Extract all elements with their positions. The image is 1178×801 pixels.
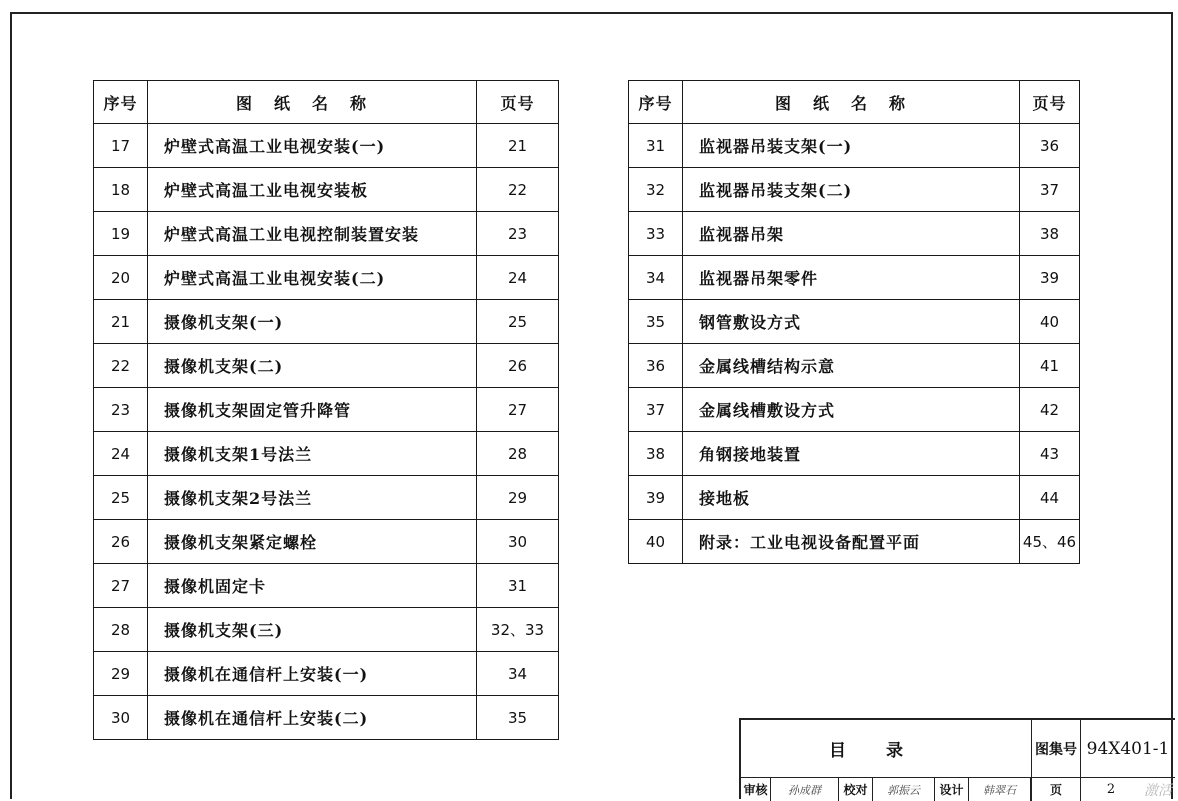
table-row [94,124,559,168]
row-number: 26 [94,520,148,564]
row-number: 27 [94,564,148,608]
row-number: 30 [94,696,148,740]
drawing-name: 炉壁式高温工业电视安装(一) [148,124,477,168]
page-number: 34 [477,652,559,696]
drawing-name: 摄像机固定卡 [148,564,477,608]
row-number: 22 [94,344,148,388]
page-number: 43 [1020,432,1080,476]
drawing-name: 摄像机支架紧定螺栓 [148,520,477,564]
table-header-row [629,81,1080,124]
drawing-name: 监视器吊架零件 [683,256,1020,300]
review-label: 审核 [741,778,771,801]
row-number: 25 [94,476,148,520]
page-number: 30 [477,520,559,564]
row-number: 24 [94,432,148,476]
row-number: 28 [94,608,148,652]
row-number: 23 [94,388,148,432]
row-number: 29 [94,652,148,696]
table-row [94,696,559,740]
title-block-top [741,720,1175,778]
table-row [94,256,559,300]
page-number: 24 [477,256,559,300]
table-row [94,476,559,520]
row-number: 37 [629,388,683,432]
review-signature: 孙成群 [771,778,839,801]
row-number: 39 [629,476,683,520]
table-row [629,520,1080,564]
title-block [739,718,1175,799]
drawing-name: 摄像机支架(一) [148,300,477,344]
drawing-name: 摄像机支架(三) [148,608,477,652]
table-header-row [94,81,559,124]
page-number: 22 [477,168,559,212]
row-number: 33 [629,212,683,256]
table-row [94,652,559,696]
page-number: 40 [1020,300,1080,344]
header-name: 图纸名称 [683,81,1020,124]
drawing-name: 监视器吊装支架(二) [683,168,1020,212]
table-row [94,344,559,388]
table-row [94,212,559,256]
table-row [94,432,559,476]
page-number: 45、46 [1020,520,1080,564]
index-table-right [628,80,1080,564]
row-number: 38 [629,432,683,476]
table-row [629,212,1080,256]
page-number: 23 [477,212,559,256]
row-number: 17 [94,124,148,168]
row-number: 31 [629,124,683,168]
table-row [629,476,1080,520]
drawing-name: 金属线槽敷设方式 [683,388,1020,432]
drawing-title: 目录 [829,741,943,761]
drawing-name: 钢管敷设方式 [683,300,1020,344]
atlas-label: 图集号 [1031,720,1081,777]
row-number: 40 [629,520,683,564]
page-number: 26 [477,344,559,388]
page-number: 31 [477,564,559,608]
drawing-name: 摄像机支架2号法兰 [148,476,477,520]
page-number: 25 [477,300,559,344]
row-number: 18 [94,168,148,212]
drawing-name: 摄像机在通信杆上安装(一) [148,652,477,696]
table-row [94,300,559,344]
row-number: 34 [629,256,683,300]
page-number: 29 [477,476,559,520]
page-number: 32、33 [477,608,559,652]
table-row [94,520,559,564]
table-row [629,388,1080,432]
drawing-name: 炉壁式高温工业电视安装板 [148,168,477,212]
header-page: 页号 [1020,81,1080,124]
drawing-name: 炉壁式高温工业电视安装(二) [148,256,477,300]
table-row [94,564,559,608]
table-row [629,256,1080,300]
drawing-name: 监视器吊架 [683,212,1020,256]
page-number: 35 [477,696,559,740]
page-number: 37 [1020,168,1080,212]
drawing-name: 接地板 [683,476,1020,520]
page-number: 36 [1020,124,1080,168]
design-label: 设计 [935,778,969,801]
row-number: 36 [629,344,683,388]
row-number: 19 [94,212,148,256]
drawing-name: 监视器吊装支架(一) [683,124,1020,168]
header-no: 序号 [94,81,148,124]
table-row [629,168,1080,212]
page-number: 44 [1020,476,1080,520]
drawing-name: 角钢接地装置 [683,432,1020,476]
table-row [94,608,559,652]
table-row [629,300,1080,344]
table-row [94,168,559,212]
table-row [629,124,1080,168]
drawing-name: 摄像机在通信杆上安装(二) [148,696,477,740]
page-number: 41 [1020,344,1080,388]
index-table-left [93,80,559,740]
design-signature: 韩翠石 [969,778,1031,801]
table-row [94,388,559,432]
page-number: 21 [477,124,559,168]
drawing-name: 附录：工业电视设备配置平面 [683,520,1020,564]
drawing-name: 摄像机支架固定管升降管 [148,388,477,432]
header-no: 序号 [629,81,683,124]
row-number: 20 [94,256,148,300]
page-number: 28 [477,432,559,476]
drawing-name: 金属线槽结构示意 [683,344,1020,388]
watermark-text: 激活 [1144,782,1172,799]
page-label: 页 [1031,778,1081,801]
page-number: 42 [1020,388,1080,432]
drawing-name: 摄像机支架(二) [148,344,477,388]
page-number: 38 [1020,212,1080,256]
page-number: 2 [1106,782,1116,797]
header-page: 页号 [477,81,559,124]
row-number: 35 [629,300,683,344]
page-number: 39 [1020,256,1080,300]
table-row [629,432,1080,476]
drawing-name: 摄像机支架1号法兰 [148,432,477,476]
page-number: 27 [477,388,559,432]
row-number: 21 [94,300,148,344]
drawing-name: 炉壁式高温工业电视控制装置安装 [148,212,477,256]
row-number: 32 [629,168,683,212]
check-label: 校对 [839,778,873,801]
header-name: 图纸名称 [148,81,477,124]
atlas-number: 94X401-1 [1086,738,1170,759]
check-signature: 郭振云 [873,778,935,801]
signature-row [741,778,1175,801]
table-row [629,344,1080,388]
